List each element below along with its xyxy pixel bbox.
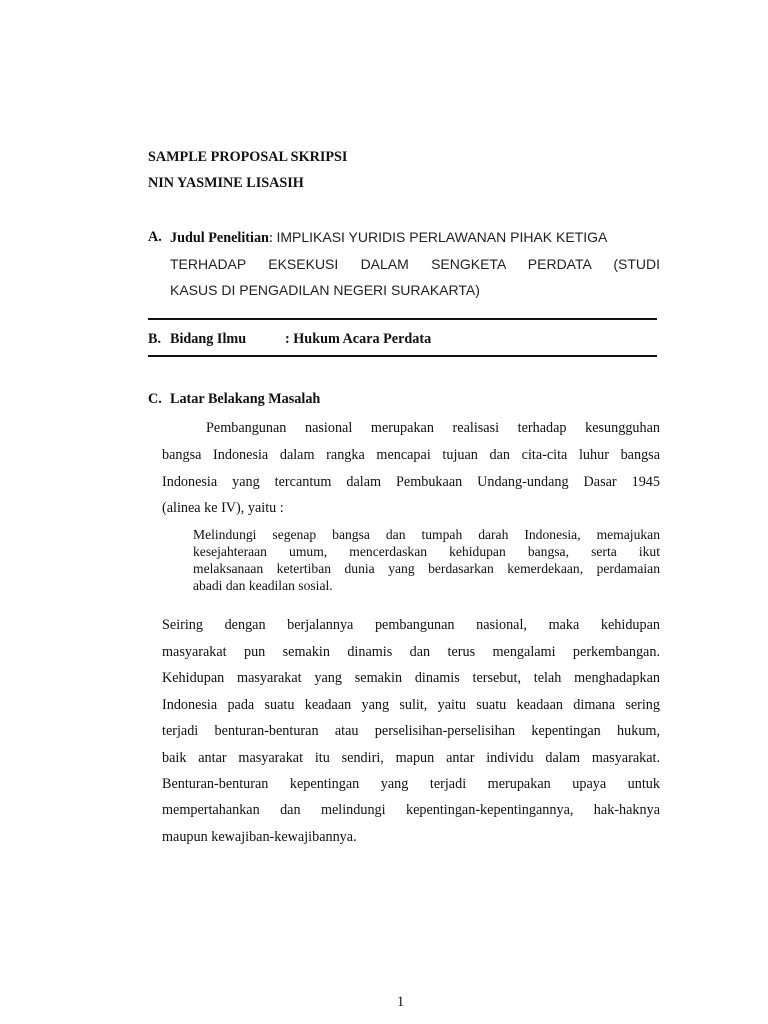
quote-line: Melindungi segenap bangsa dan tumpah darah Indonesia, memajukan (193, 527, 660, 542)
page-number: 1 (397, 994, 405, 1010)
document-title: SAMPLE PROPOSAL SKRIPSI (148, 149, 348, 165)
section-a-label: Judul Penelitian (170, 230, 269, 246)
paragraph-line: baik antar masyarakat itu sendiri, mapun antar individu dalam masyarakat. (162, 750, 660, 766)
divider (148, 318, 657, 320)
quote-line: abadi dan keadilan sosial. (193, 578, 333, 593)
section-a-colon: : (268, 230, 273, 246)
research-title-line: TERHADAP EKSEKUSI DALAM SENGKETA PERDATA (STUDI (170, 256, 660, 272)
paragraph-line: Indonesia pada suatu keadaan yang sulit, yaitu suatu keadaan dimana sering (162, 697, 660, 713)
quote-line: melaksanaan ketertiban dunia yang berdasarkan kemerdekaan, perdamaian (193, 561, 660, 576)
paragraph-line: terjadi benturan-benturan atau perselisihan-perselisihan kepentingan hukum, (162, 723, 660, 739)
section-b-label: Bidang Ilmu (170, 331, 247, 347)
paragraph-line: masyarakat pun semakin dinamis dan terus mengalami perkembangan. (162, 644, 660, 660)
paragraph-line: Pembangunan nasional merupakan realisasi terhadap kesungguhan (206, 420, 660, 436)
divider (148, 355, 657, 357)
research-title-line: KASUS DI PENGADILAN NEGERI SURAKARTA) (170, 282, 480, 298)
paragraph-line: Indonesia yang tercantum dalam Pembukaan Undang-undang Dasar 1945 (162, 474, 660, 490)
section-a-line-1 (170, 228, 660, 247)
section-b-marker: B. (148, 331, 162, 347)
section-a-marker: A. (148, 229, 162, 245)
section-c-marker: C. (148, 391, 162, 407)
quote-line: kesejahteraan umum, mencerdaskan kehidupan bangsa, serta ikut (193, 544, 660, 559)
paragraph-line: Seiring dengan berjalannya pembangunan nasional, maka kehidupan (162, 617, 660, 633)
section-b-value: : Hukum Acara Perdata (285, 331, 432, 347)
paragraph-line: maupun kewajiban-kewajibannya. (162, 829, 357, 845)
paragraph-line: Kehidupan masyarakat yang semakin dinamis tersebut, telah menghadapkan (162, 670, 660, 686)
paragraph-line: (alinea ke IV), yaitu : (162, 500, 284, 516)
paragraph-line: mempertahankan dan melindungi kepentingan-kepentingannya, hak-haknya (162, 802, 660, 818)
research-title-line: IMPLIKASI YURIDIS PERLAWANAN PIHAK KETIGA (276, 229, 608, 245)
paragraph-line: Benturan-benturan kepentingan yang terjadi merupakan upaya untuk (162, 776, 660, 792)
author-name: NIN YASMINE LISASIH (148, 175, 304, 191)
paragraph-line: bangsa Indonesia dalam rangka mencapai tujuan dan cita-cita luhur bangsa (162, 447, 660, 463)
section-c-label: Latar Belakang Masalah (170, 391, 321, 407)
